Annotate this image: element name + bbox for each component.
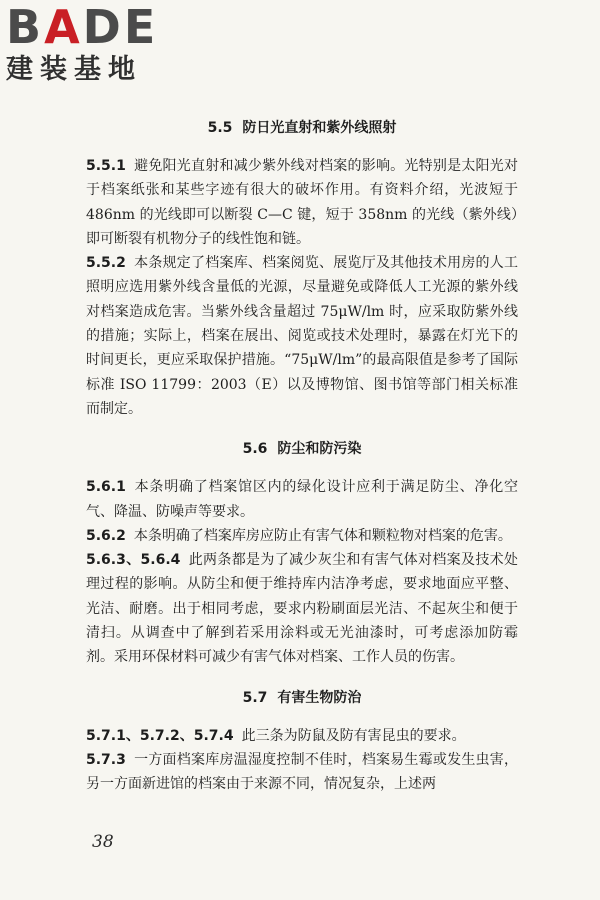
paragraph-text: 避免阳光直射和减少紫外线对档案的影响。光特别是太阳光对于档案纸张和某些字迹有很大的破坏作用。有资料介绍，光波短于 486nm 的光线即可以断裂 C—C 键，短于 358nm 的光线（紫外线）即可断裂有机物分子的线性饱和链。 (86, 158, 518, 247)
clause-number: 5.5.2 (86, 255, 126, 272)
section-number: 5.7 (242, 689, 268, 706)
paragraph-text: 此三条为防鼠及防有害昆虫的要求。 (241, 727, 466, 744)
page-number: 38 (92, 832, 114, 852)
paragraph-5-7-3 (86, 748, 518, 797)
clause-number: 5.6.1 (86, 479, 126, 496)
section-heading-5-6 (86, 439, 518, 459)
logo-letter-accent: A (44, 0, 83, 54)
paragraph-5-5-2 (86, 251, 518, 421)
paragraph-text: 本条规定了档案库、档案阅览、展览厅及其他技术用房的人工照明应选用紫外线含量低的光源，尽量避免或降低人工光源的紫外线对档案造成危害。当紫外线含量超过 75μW/lm 时，应采取防紫外线的措施；实际上，档案在展出、阅览或技术处理时，暴露在灯光下的时间更长，更应采取保护措施。“75μW/lm”的最高限值是参考了国际标准 ISO 11799：2003（E）以及博物馆、图书馆等部门相关标准而制定。 (86, 255, 518, 417)
clause-number: 5.7.1、5.7.2、5.7.4 (86, 727, 234, 744)
section-heading-5-7 (86, 688, 518, 708)
logo-letter-b: B (6, 0, 45, 54)
section-number: 5.5 (207, 120, 233, 136)
brand-logo (6, 0, 181, 86)
section-heading-5-5 (86, 118, 518, 138)
section-title: 防日光直射和紫外线照射 (242, 120, 397, 136)
paragraph-5-6-1 (86, 475, 518, 524)
clause-number: 5.5.1 (86, 158, 126, 174)
paragraph-5-6-3-4 (86, 548, 518, 669)
paragraph-text: 一方面档案库房温湿度控制不佳时，档案易生霉或发生虫害，另一方面新进馆的档案由于来源不同，情况复杂，上述两 (86, 751, 518, 793)
logo-subtitle: 建装基地 (6, 54, 142, 85)
logo-wordmark (6, 0, 181, 54)
paragraph-5-7-1-2-4 (86, 724, 518, 748)
clause-number: 5.7.3 (86, 751, 126, 768)
logo-letters-de: DE (82, 0, 159, 54)
section-title: 有害生物防治 (277, 689, 362, 706)
paragraph-text: 此两条都是为了减少灰尘和有害气体对档案及技术处理过程的影响。从防尘和便于维持库内洁净考虑，要求地面应平整、光洁、耐磨。出于相同考虑，要求内粉刷面层光洁、不起灰尘和便于清扫。从调查中了解到若采用涂料或无光油漆时，可考虑添加防霉剂。采用环保材料可减少有害气体对档案、工作人员的伤害。 (86, 552, 518, 666)
clause-number: 5.6.3、5.6.4 (86, 552, 181, 569)
paragraph-text: 本条明确了档案库房应防止有害气体和颗粒物对档案的危害。 (133, 527, 512, 544)
paragraph-text: 本条明确了档案馆区内的绿化设计应利于满足防尘、净化空气、降温、防噪声等要求。 (86, 479, 518, 520)
document-body (86, 118, 518, 797)
section-number: 5.6 (242, 441, 268, 458)
clause-number: 5.6.2 (86, 527, 126, 544)
paragraph-5-5-1 (86, 154, 518, 251)
paragraph-5-6-2 (86, 524, 518, 548)
section-title: 防尘和防污染 (277, 441, 362, 458)
